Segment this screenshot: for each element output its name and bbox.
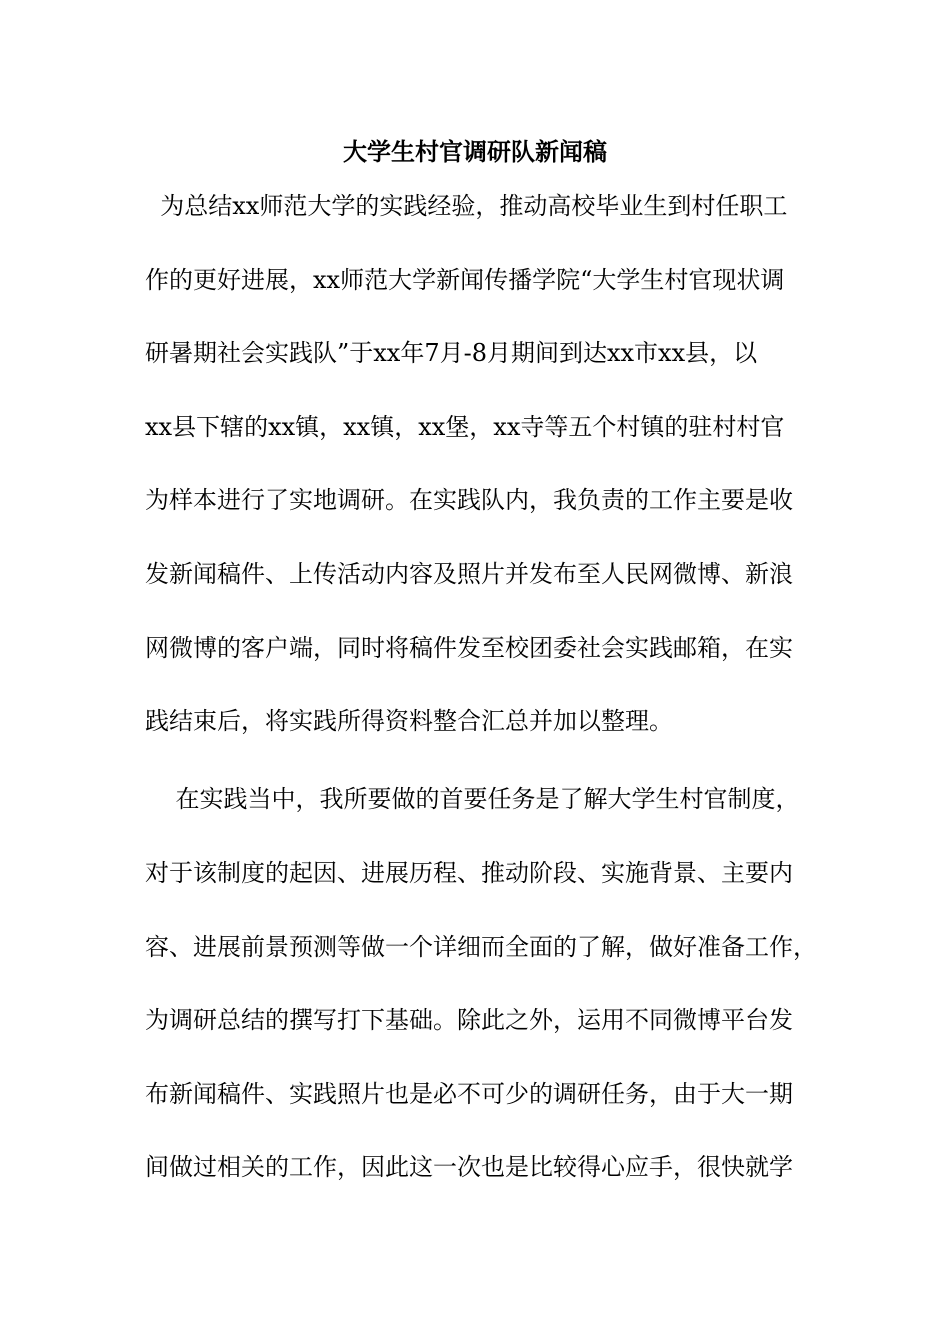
body-line-9: 在实践当中，我所要做的首要任务是了解大学生村官制度，	[145, 785, 800, 813]
body-line-12: 为调研总结的撰写打下基础。除此之外，运用不同微博平台发	[145, 1006, 793, 1034]
body-line-1: 为总结xx师范大学的实践经验，推动高校毕业生到村任职工	[145, 192, 788, 220]
body-line-5: 为样本进行了实地调研。在实践队内，我负责的工作主要是收	[145, 486, 793, 514]
body-line-6: 发新闻稿件、上传活动内容及照片并发布至人民网微博、新浪	[145, 560, 793, 588]
body-line-3: 研暑期社会实践队”于xx年7月-8月期间到达xx市xx县，以	[145, 339, 758, 367]
body-line-13: 布新闻稿件、实践照片也是必不可少的调研任务，由于大一期	[145, 1080, 793, 1108]
body-line-2: 作的更好进展，xx师范大学新闻传播学院“大学生村官现状调	[145, 266, 785, 294]
body-line-14: 间做过相关的工作，因此这一次也是比较得心应手，很快就学	[145, 1153, 793, 1181]
body-line-11: 容、进展前景预测等做一个详细而全面的了解，做好准备工作，	[145, 933, 817, 961]
body-line-4: xx县下辖的xx镇，xx镇，xx堡，xx寺等五个村镇的驻村村官	[145, 413, 785, 441]
document-title: 大学生村官调研队新闻稿	[343, 138, 607, 166]
body-line-10: 对于该制度的起因、进展历程、推动阶段、实施背景、主要内	[145, 859, 793, 887]
body-line-7: 网微博的客户端，同时将稿件发至校团委社会实践邮箱，在实	[145, 634, 793, 662]
body-line-8: 践结束后，将实践所得资料整合汇总并加以整理。	[145, 707, 673, 735]
